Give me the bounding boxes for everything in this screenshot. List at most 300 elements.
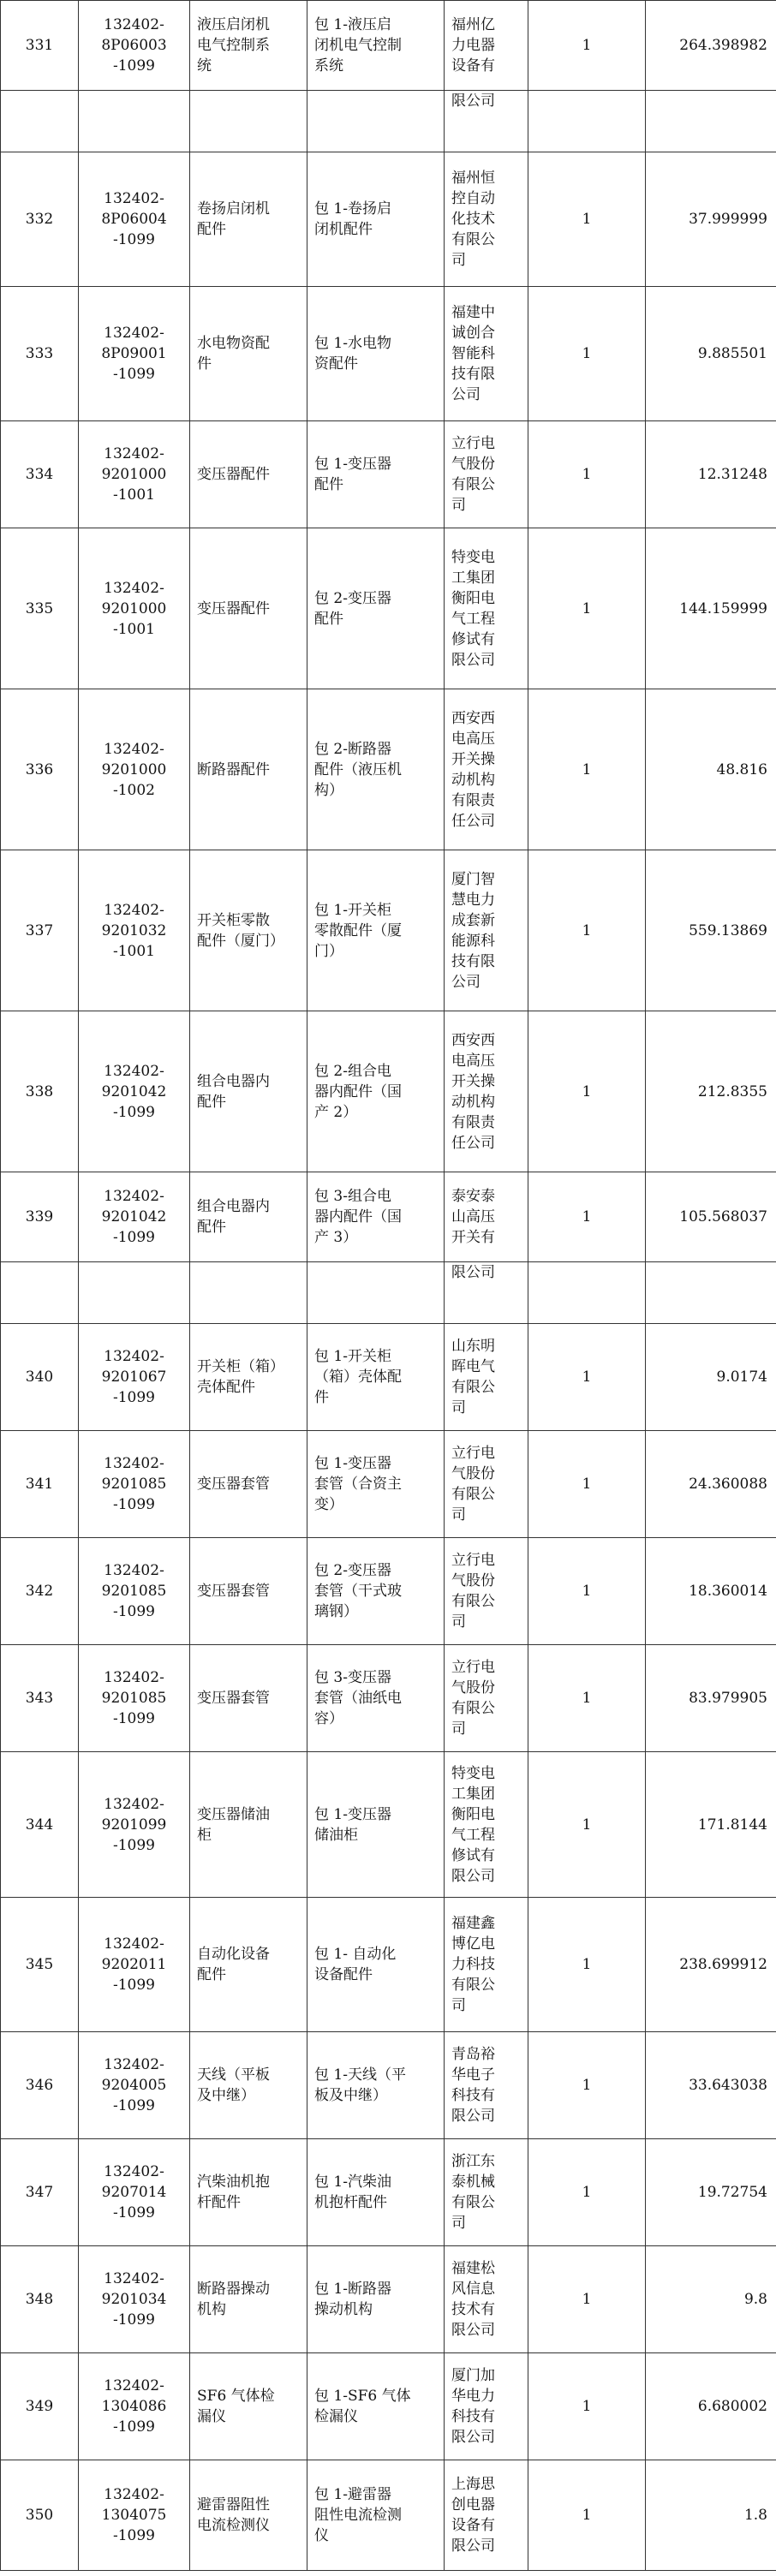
- item-name-line: 天线（平板: [197, 2066, 270, 2084]
- package-name-line: 零散配件（厦: [314, 921, 402, 939]
- item-name-line: 电流检测仪: [197, 2517, 270, 2534]
- item-code-line: -1099: [112, 1389, 155, 1406]
- item-code: [79, 850, 190, 1011]
- item-code-line: 9201085: [101, 1583, 167, 1600]
- supplier-name-line: 能源科: [451, 932, 495, 950]
- supplier-name-line: 上海思: [451, 2476, 495, 2493]
- package-name: [307, 1431, 445, 1538]
- item-name: [190, 1, 307, 91]
- table-row: [1, 2139, 776, 2246]
- supplier-name-line: 气工程: [451, 610, 495, 628]
- package-name: [307, 1538, 445, 1645]
- package-name-line: 包 1-汽柴油: [314, 2174, 391, 2191]
- package-name-line: 包 1-变压器: [314, 1455, 391, 1472]
- item-code-line: 8P09001: [101, 345, 167, 362]
- supplier-name-line: 有限公: [451, 476, 495, 493]
- quantity: 1: [528, 1172, 646, 1262]
- item-code-line: 132402-: [104, 2056, 164, 2073]
- item-code-line: -1001: [112, 942, 155, 960]
- row-number: 338: [1, 1011, 79, 1172]
- amount: 171.8144: [646, 1752, 776, 1898]
- supplier-name-line: 诚创合: [451, 325, 495, 342]
- package-name-line: 器内配件（国: [314, 1082, 402, 1100]
- row-number: 346: [1, 2032, 79, 2139]
- item-code-line: 132402-: [104, 901, 164, 919]
- package-name: [307, 2246, 445, 2353]
- row-number: 334: [1, 421, 79, 528]
- supplier-name-line: 西安西: [451, 1031, 495, 1049]
- supplier-name-line: 福建松: [451, 2260, 495, 2277]
- supplier-name-line: 限公司: [451, 651, 495, 669]
- item-name: [190, 2246, 307, 2353]
- package-name-line: 变）: [314, 1496, 343, 1513]
- package-name-line: 容）: [314, 1710, 343, 1727]
- supplier-name-line: 福州亿: [451, 16, 495, 33]
- item-code-line: 8P06004: [101, 211, 167, 228]
- quantity: 1: [528, 421, 646, 528]
- item-code: [79, 1898, 190, 2032]
- item-name-line: 开关柜（箱）: [197, 1358, 284, 1375]
- item-name: [190, 1645, 307, 1752]
- package-name-line: 储油柜: [314, 1826, 358, 1844]
- amount: 9.0174: [646, 1324, 776, 1431]
- supplier-name-line: 开关操: [451, 1072, 495, 1090]
- supplier-name-line: 限公司: [451, 2108, 495, 2125]
- item-name-line: 柜: [197, 1826, 212, 1844]
- supplier-name-line: 公司: [451, 973, 481, 991]
- item-name-line: 变压器套管: [197, 1690, 270, 1707]
- supplier-name-line: 有限责: [451, 791, 495, 809]
- package-name: [307, 528, 445, 689]
- row-number: 342: [1, 1538, 79, 1645]
- item-code-line: -1099: [112, 2418, 155, 2436]
- supplier-name: [445, 91, 528, 152]
- item-code-line: 132402-: [104, 1562, 164, 1579]
- item-code-line: -1099: [112, 57, 155, 75]
- quantity: 1: [528, 2460, 646, 2571]
- supplier-name-line: 厦门加: [451, 2367, 495, 2384]
- package-name: [307, 1011, 445, 1172]
- amount: 212.8355: [646, 1011, 776, 1172]
- item-code-line: -1099: [112, 1603, 155, 1620]
- amount: 18.360014: [646, 1538, 776, 1645]
- item-code-line: 132402-: [104, 325, 164, 342]
- supplier-name-line: 气股份: [451, 456, 495, 473]
- item-name-line: 汽柴油机抱: [197, 2174, 270, 2191]
- item-name-line: 避雷器阻性: [197, 2496, 270, 2513]
- row-number: 343: [1, 1645, 79, 1752]
- amount: [646, 1262, 776, 1324]
- item-code-line: -1099: [112, 2527, 155, 2544]
- item-code: [79, 1431, 190, 1538]
- item-code: [79, 2032, 190, 2139]
- package-name: [307, 2139, 445, 2246]
- item-code: [79, 152, 190, 287]
- package-name-line: 包 3-变压器: [314, 1669, 391, 1686]
- table-row: [1, 1538, 776, 1645]
- supplier-name-line: 司: [451, 252, 466, 269]
- item-code: [79, 421, 190, 528]
- package-name: [307, 421, 445, 528]
- package-name: [307, 850, 445, 1011]
- amount: 33.643038: [646, 2032, 776, 2139]
- item-code-line: 132402-: [104, 190, 164, 207]
- supplier-name-line: 青岛裕: [451, 2046, 495, 2063]
- item-code-line: 9201042: [101, 1082, 167, 1100]
- item-name-line: 机构: [197, 2301, 226, 2318]
- item-code: [79, 1645, 190, 1752]
- item-code-line: 132402-: [104, 1455, 164, 1472]
- supplier-name: [445, 1172, 528, 1262]
- item-code-line: 132402-: [104, 1062, 164, 1080]
- package-name-line: （箱）壳体配: [314, 1368, 402, 1386]
- supplier-name: [445, 1011, 528, 1172]
- supplier-name-line: 立行电: [451, 1445, 495, 1462]
- item-name-line: 件: [197, 355, 212, 373]
- item-code-line: 132402-: [104, 1669, 164, 1686]
- item-code-line: -1099: [112, 2204, 155, 2221]
- supplier-name-line: 司: [451, 1613, 466, 1631]
- table-row: [1, 850, 776, 1011]
- item-code-line: -1099: [112, 231, 155, 248]
- package-name-line: 包 2-组合电: [314, 1062, 391, 1080]
- item-code: [79, 287, 190, 421]
- row-number: 348: [1, 2246, 79, 2353]
- package-name: [307, 152, 445, 287]
- package-name-line: 包 1-水电物: [314, 335, 391, 352]
- item-code: [79, 1538, 190, 1645]
- supplier-name-line: 气股份: [451, 1679, 495, 1696]
- item-code-line: 9201000: [101, 466, 167, 483]
- item-code-line: -1001: [112, 620, 155, 638]
- supplier-name: [445, 1324, 528, 1431]
- package-name-line: 包 1-天线（平: [314, 2066, 406, 2084]
- package-name: [307, 1324, 445, 1431]
- supplier-name-line: 限公司: [451, 1867, 495, 1885]
- package-name-line: 包 2-变压器: [314, 589, 391, 607]
- item-name: [190, 91, 307, 152]
- supplier-name: [445, 1538, 528, 1645]
- item-code-line: 132402-: [104, 445, 164, 462]
- supplier-name-line: 立行电: [451, 1552, 495, 1569]
- item-name: [190, 1431, 307, 1538]
- package-name-line: 套管（油纸电: [314, 1690, 402, 1707]
- item-code-line: 132402-: [104, 1348, 164, 1365]
- row-number: [1, 1262, 79, 1324]
- item-code-line: 9204005: [101, 2077, 167, 2094]
- package-name-line: 器内配件（国: [314, 1208, 402, 1225]
- supplier-name-line: 衡阳电: [451, 589, 495, 607]
- supplier-name-line: 衡阳电: [451, 1805, 495, 1823]
- item-name-line: 及中继）: [197, 2087, 255, 2104]
- supplier-name-line: 设备有: [451, 57, 495, 75]
- package-name-line: 包 1-避雷器: [314, 2486, 391, 2503]
- amount: 559.13869: [646, 850, 776, 1011]
- supplier-name-line: 有限公: [451, 231, 495, 248]
- package-name: [307, 689, 445, 850]
- supplier-name: [445, 2139, 528, 2246]
- quantity: 1: [528, 850, 646, 1011]
- table-row: [1, 1011, 776, 1172]
- row-number: 337: [1, 850, 79, 1011]
- item-name-line: 壳体配件: [197, 1379, 255, 1396]
- supplier-name-line: 气工程: [451, 1826, 495, 1844]
- supplier-name-line: 创电器: [451, 2496, 495, 2513]
- row-number: [1, 91, 79, 152]
- item-name: [190, 2353, 307, 2460]
- package-name-line: 包 1-变压器: [314, 456, 391, 473]
- item-code-line: 1304086: [101, 2398, 167, 2415]
- package-name-line: 包 1-SF6 气体: [314, 2388, 411, 2405]
- supplier-name: [445, 689, 528, 850]
- item-name-line: 开关柜零散: [197, 911, 270, 929]
- package-name-line: 机抱杆配件: [314, 2194, 387, 2211]
- table-row: [1, 421, 776, 528]
- item-name-line: 变压器配件: [197, 466, 270, 483]
- supplier-name-line: 司: [451, 1720, 466, 1738]
- supplier-name-line: 公司: [451, 386, 481, 403]
- amount: 83.979905: [646, 1645, 776, 1752]
- item-name: [190, 1172, 307, 1262]
- supplier-name-line: 司: [451, 2215, 466, 2232]
- item-name-line: 变压器配件: [197, 599, 270, 617]
- item-name-line: 断路器操动: [197, 2281, 270, 2298]
- row-number: 331: [1, 1, 79, 91]
- item-name-line: 配件: [197, 221, 226, 238]
- supplier-name-line: 设备有: [451, 2517, 495, 2534]
- quantity: 1: [528, 287, 646, 421]
- package-name: [307, 1752, 445, 1898]
- supplier-name-line: 工集团: [451, 569, 495, 587]
- quantity: 1: [528, 1324, 646, 1431]
- supplier-name: [445, 1898, 528, 2032]
- row-number: 345: [1, 1898, 79, 2032]
- row-number: 347: [1, 2139, 79, 2246]
- item-code: [79, 2246, 190, 2353]
- item-name-line: 杆配件: [197, 2194, 241, 2211]
- supplier-name-line: 司: [451, 1506, 466, 1524]
- package-name-line: 产 3）: [314, 1229, 358, 1246]
- package-name: [307, 1172, 445, 1262]
- item-code-line: 132402-: [104, 579, 164, 597]
- amount: 238.699912: [646, 1898, 776, 2032]
- package-name-line: 检漏仪: [314, 2408, 358, 2425]
- supplier-name-line: 华电力: [451, 2388, 495, 2405]
- table-row: [1, 1752, 776, 1898]
- table-row: [1, 2032, 776, 2139]
- package-name: [307, 2460, 445, 2571]
- item-name: [190, 152, 307, 287]
- row-number: 350: [1, 2460, 79, 2571]
- package-name: [307, 1898, 445, 2032]
- supplier-name-line: 有限公: [451, 1700, 495, 1717]
- supplier-name-line: 科技有: [451, 2087, 495, 2104]
- supplier-name-line: 修试有: [451, 630, 495, 648]
- supplier-name-line: 特变电: [451, 548, 495, 566]
- table-row: [1, 2353, 776, 2460]
- item-code-line: 9201000: [101, 760, 167, 778]
- quantity: 1: [528, 1011, 646, 1172]
- supplier-name-line: 有限公: [451, 1593, 495, 1610]
- item-code-line: 9201042: [101, 1208, 167, 1225]
- table-row: [1, 2460, 776, 2571]
- supplier-name-line: 气股份: [451, 1465, 495, 1482]
- supplier-name-line: 泰机械: [451, 2174, 495, 2191]
- supplier-name-line: 有限责: [451, 1113, 495, 1131]
- item-code: [79, 2353, 190, 2460]
- item-code-line: -1099: [112, 1229, 155, 1246]
- quantity: 1: [528, 689, 646, 850]
- amount: 37.999999: [646, 152, 776, 287]
- amount: 19.72754: [646, 2139, 776, 2246]
- item-code: [79, 2139, 190, 2246]
- package-name-line: 包 1-断路器: [314, 2281, 391, 2298]
- table-row: [1, 1898, 776, 2032]
- item-name: [190, 1752, 307, 1898]
- item-name-line: 自动化设备: [197, 1946, 270, 1963]
- quantity: 1: [528, 1752, 646, 1898]
- package-name-line: 包 1-卷扬启: [314, 200, 391, 218]
- table-row: [1, 1431, 776, 1538]
- item-name-line: 配件（厦门）: [197, 932, 284, 950]
- supplier-name-line: 特变电: [451, 1764, 495, 1782]
- item-code-line: 8P06003: [101, 37, 167, 54]
- item-name-line: 配件: [197, 1219, 226, 1236]
- item-code-line: 9207014: [101, 2184, 167, 2201]
- item-name-line: 电气控制系: [197, 37, 270, 54]
- supplier-name-line: 电高压: [451, 730, 495, 748]
- package-name-line: 阻性电流检测: [314, 2507, 402, 2524]
- item-code-line: -1099: [112, 2311, 155, 2329]
- item-code-line: -1099: [112, 1977, 155, 1994]
- supplier-name-line: 风信息: [451, 2281, 495, 2298]
- package-name-line: 闭机配件: [314, 221, 373, 238]
- item-name: [190, 528, 307, 689]
- item-name: [190, 421, 307, 528]
- item-code-line: 9201034: [101, 2291, 167, 2308]
- package-name-line: 包 2-断路器: [314, 740, 391, 758]
- row-number: 332: [1, 152, 79, 287]
- supplier-name: [445, 152, 528, 287]
- supplier-name-line: 山东明: [451, 1338, 495, 1355]
- item-code-line: -1002: [112, 781, 155, 799]
- quantity: 1: [528, 528, 646, 689]
- amount: 12.31248: [646, 421, 776, 528]
- quantity: 1: [528, 152, 646, 287]
- package-name: [307, 1, 445, 91]
- package-name-line: 系统: [314, 57, 343, 75]
- table-row: [1, 528, 776, 689]
- supplier-name-line: 有限公: [451, 2194, 495, 2211]
- supplier-name-line: 力电器: [451, 37, 495, 54]
- item-name: [190, 2139, 307, 2246]
- amount: 9.8: [646, 2246, 776, 2353]
- table-body: [1, 1, 776, 2571]
- amount: 6.680002: [646, 2353, 776, 2460]
- supplier-name-line: 控自动: [451, 190, 495, 207]
- package-name-line: 资配件: [314, 355, 358, 373]
- supplier-name: [445, 2032, 528, 2139]
- item-code-line: 9201085: [101, 1690, 167, 1707]
- table-row: [1, 1, 776, 91]
- supplier-name-line: 博亿电: [451, 1935, 495, 1953]
- item-name: [190, 1538, 307, 1645]
- supplier-name-line: 技术有: [451, 2301, 495, 2318]
- item-code-line: 132402-: [104, 16, 164, 33]
- package-name-line: 璃钢）: [314, 1603, 358, 1620]
- item-code-line: 9201032: [101, 921, 167, 939]
- row-number: 340: [1, 1324, 79, 1431]
- table-row: [1, 287, 776, 421]
- quantity: 1: [528, 2032, 646, 2139]
- supplier-name-line: 浙江东: [451, 2153, 495, 2170]
- item-name: [190, 1262, 307, 1324]
- supplier-name: [445, 1752, 528, 1898]
- package-name-line: 包 1-开关柜: [314, 901, 391, 919]
- item-code-line: 9201000: [101, 599, 167, 617]
- quantity: 1: [528, 1645, 646, 1752]
- item-code-line: 132402-: [104, 2377, 164, 2394]
- table-row: [1, 1324, 776, 1431]
- supplier-name-line: 电高压: [451, 1052, 495, 1070]
- supplier-name-line: 气股份: [451, 1572, 495, 1589]
- supplier-name: [445, 421, 528, 528]
- item-name-line: 变压器储油: [197, 1805, 270, 1823]
- item-code-line: 9201085: [101, 1476, 167, 1493]
- supplier-name: [445, 528, 528, 689]
- supplier-name-line: 技有限: [451, 366, 495, 383]
- item-code: [79, 1011, 190, 1172]
- item-name-line: 液压启闭机: [197, 16, 270, 33]
- item-code: [79, 2460, 190, 2571]
- item-name-line: 水电物资配: [197, 335, 270, 352]
- amount: 24.360088: [646, 1431, 776, 1538]
- package-name-line: 配件: [314, 476, 343, 493]
- item-name: [190, 2460, 307, 2571]
- amount: [646, 91, 776, 152]
- supplier-name-line: 限公司: [451, 2537, 495, 2555]
- supplier-name-line: 限公司: [451, 2429, 495, 2446]
- supplier-name-line: 力科技: [451, 1956, 495, 1973]
- supplier-name: [445, 1262, 528, 1324]
- amount: 1.8: [646, 2460, 776, 2571]
- item-name-line: 统: [197, 57, 212, 75]
- quantity: [528, 91, 646, 152]
- item-name-line: 漏仪: [197, 2408, 226, 2425]
- item-code: [79, 91, 190, 152]
- supplier-name-line: 立行电: [451, 435, 495, 452]
- package-name-line: 包 1- 自动化: [314, 1946, 397, 1963]
- supplier-name-line: 泰安泰: [451, 1188, 495, 1205]
- table-row: [1, 2246, 776, 2353]
- item-code: [79, 1752, 190, 1898]
- quantity: 1: [528, 2246, 646, 2353]
- table-row: [1, 152, 776, 287]
- table-row: [1, 689, 776, 850]
- supplier-name-line: 司: [451, 1399, 466, 1416]
- supplier-name: [445, 2460, 528, 2571]
- item-code-line: -1001: [112, 486, 155, 504]
- row-number: 349: [1, 2353, 79, 2460]
- package-name-line: 门）: [314, 942, 343, 960]
- item-code-line: 132402-: [104, 2163, 164, 2180]
- supplier-name: [445, 1, 528, 91]
- item-code-line: -1099: [112, 366, 155, 383]
- item-code-line: 132402-: [104, 1795, 164, 1813]
- quantity: [528, 1262, 646, 1324]
- item-name: [190, 850, 307, 1011]
- supplier-name: [445, 287, 528, 421]
